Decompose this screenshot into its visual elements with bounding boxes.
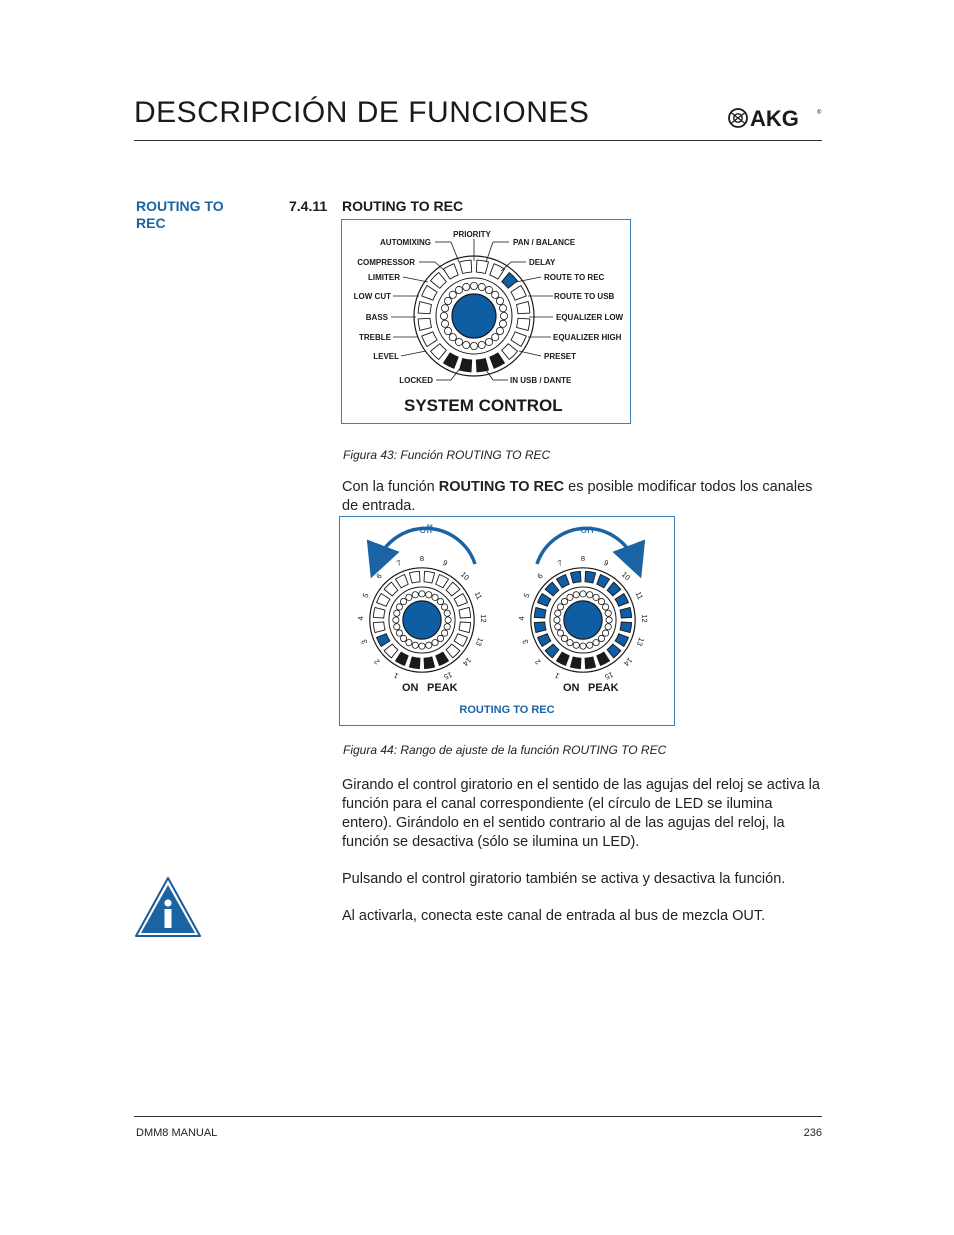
knob-grip — [444, 327, 451, 334]
knob-grip — [400, 598, 406, 604]
knob-grip — [587, 642, 593, 648]
knob-grip — [441, 305, 448, 312]
figure-44-caption: Figura 44: Rango de ajuste de la función ROUTING TO REC — [343, 743, 667, 757]
knob-grip — [400, 635, 406, 641]
figure-system-control — [341, 219, 631, 424]
scale-number: 13 — [473, 636, 486, 648]
knob-grip — [437, 598, 443, 604]
page-title: DESCRIPCIÓN DE FUNCIONES — [134, 96, 590, 129]
knob-grip — [426, 592, 432, 598]
knob-grip — [499, 320, 506, 327]
paragraph-activation: Al activarla, conecta este canal de entrada al bus de mezcla OUT. — [342, 908, 766, 924]
on-text-left: ON — [402, 682, 419, 694]
knob-cap — [403, 601, 441, 639]
scale-number: 10 — [458, 569, 472, 583]
knob-grip — [500, 312, 507, 319]
section-number: 7.4.11 — [289, 198, 328, 214]
side-heading-line1: ROUTING TO — [136, 198, 224, 214]
knob-grip — [567, 594, 573, 600]
scale-number: 5 — [521, 591, 532, 600]
knob-grip — [445, 617, 451, 623]
knob-grip — [455, 286, 462, 293]
scale-number: 12 — [478, 614, 489, 623]
scale-number: 13 — [634, 636, 647, 648]
scale-number: 4 — [355, 616, 366, 621]
knob-grip — [573, 642, 579, 648]
knob-grip — [580, 591, 586, 597]
section-title: ROUTING TO REC — [342, 198, 464, 214]
knob-grip — [449, 291, 456, 298]
scale-number: 3 — [359, 638, 370, 646]
knob-grip — [470, 342, 477, 349]
knob-grip — [555, 624, 561, 630]
scale-number: 8 — [580, 554, 586, 563]
intro-paragraph — [342, 478, 826, 516]
intro-prefix: Con la función — [342, 479, 439, 495]
knob-cap — [564, 601, 602, 639]
scale-number: 9 — [602, 558, 610, 568]
knob-grip — [455, 338, 462, 345]
knob-grip — [419, 643, 425, 649]
scale-number: 2 — [533, 657, 543, 667]
label-equalizer-high: EQUALIZER HIGH — [553, 333, 622, 342]
akg-logo — [728, 106, 824, 130]
scale-number: 6 — [535, 571, 545, 581]
logo-registered: ® — [817, 110, 822, 116]
label-route-to-rec: ROUTE TO REC — [544, 273, 605, 282]
label-automixing: AUTOMIXING — [380, 238, 431, 247]
knob-grip — [441, 604, 447, 610]
knob-grip — [561, 635, 567, 641]
knob-grip — [412, 592, 418, 598]
knob-grip — [441, 320, 448, 327]
scale-number: 11 — [633, 590, 646, 601]
knob-grip — [394, 610, 400, 616]
paragraph-press: Pulsando el control giratorio también se activa y desactiva la función. — [342, 871, 786, 887]
knob-grip — [437, 635, 443, 641]
knob-grip — [492, 291, 499, 298]
knob-grip — [593, 594, 599, 600]
scale-number: 7 — [556, 558, 564, 568]
knob-grip — [605, 610, 611, 616]
knob-grip — [555, 610, 561, 616]
knob-grip — [492, 334, 499, 341]
header-divider — [134, 140, 822, 141]
knob-grip — [396, 604, 402, 610]
section-heading — [289, 198, 463, 214]
knob-grip — [606, 617, 612, 623]
paragraph-rotation: Girando el control giratorio en el sentido de las agujas del reloj se activa la función para el canal correspondiente (el círculo de LED se ilumina entero). Girándolo en el sentido contrario al de las agujas del reloj, la función se desactiva (sólo se ilumina un LED). — [342, 777, 820, 850]
knob-grip — [444, 297, 451, 304]
scale-number: 11 — [472, 590, 485, 601]
knob-grip — [573, 592, 579, 598]
knob-grip — [394, 624, 400, 630]
scale-number: 14 — [460, 655, 474, 668]
scale-number: 15 — [442, 669, 454, 682]
on-label: on — [580, 522, 594, 536]
scale-number: 3 — [520, 638, 531, 646]
label-pan-balance: PAN / BALANCE — [513, 238, 576, 247]
peak-text-left: PEAK — [427, 682, 458, 694]
scale-number: 5 — [360, 591, 371, 600]
knob-grip — [478, 341, 485, 348]
knob-grip — [598, 598, 604, 604]
label-level: LEVEL — [373, 352, 399, 361]
knob-grip — [587, 592, 593, 598]
knob-grip — [444, 610, 450, 616]
knob-grip — [449, 334, 456, 341]
knob-grip — [602, 604, 608, 610]
knob-grip — [580, 643, 586, 649]
panel-title: SYSTEM CONTROL — [404, 396, 563, 415]
knob-grip — [593, 639, 599, 645]
knob-grip — [412, 642, 418, 648]
knob-grip — [598, 635, 604, 641]
knob-grip — [406, 639, 412, 645]
label-limiter: LIMITER — [368, 273, 400, 282]
label-compressor: COMPRESSOR — [357, 258, 415, 267]
scale-number: 10 — [619, 569, 633, 583]
peak-text-right: PEAK — [588, 682, 619, 694]
knob-grip — [561, 598, 567, 604]
knob-grip — [605, 624, 611, 630]
label-treble: TREBLE — [359, 333, 391, 342]
info-warning-icon — [134, 876, 202, 938]
knob-grip — [426, 642, 432, 648]
figure-routing-range — [339, 516, 675, 726]
off-label: off — [419, 522, 433, 536]
knob-grip — [554, 617, 560, 623]
figure-43-caption: Figura 43: Función ROUTING TO REC — [343, 448, 551, 462]
routing-to-rec-label: ROUTING TO REC — [459, 704, 555, 716]
knob-grip — [470, 282, 477, 289]
knob-grip — [396, 630, 402, 636]
footer-divider — [134, 1116, 822, 1117]
knob-grip — [567, 639, 573, 645]
scale-number: 4 — [516, 616, 527, 621]
scale-number: 8 — [419, 554, 425, 563]
label-preset: PRESET — [544, 352, 577, 361]
intro-suffix: es posible modificar todos los canales de entrada. — [342, 479, 813, 514]
label-bass: BASS — [365, 313, 388, 322]
logo-text: AKG — [750, 106, 799, 130]
on-text-right: ON — [563, 682, 580, 694]
scale-number: 7 — [395, 558, 403, 568]
label-delay: DELAY — [529, 258, 556, 267]
label-locked: LOCKED — [399, 376, 433, 385]
knob-grip — [432, 594, 438, 600]
knob-grip — [557, 604, 563, 610]
label-low-cut: LOW CUT — [353, 292, 391, 301]
knob-grip — [463, 341, 470, 348]
footer-manual-name: DMM8 MANUAL — [136, 1127, 218, 1139]
knob-grip — [393, 617, 399, 623]
label-priority: PRIORITY — [453, 230, 491, 239]
knob-grip — [440, 312, 447, 319]
scale-number: 9 — [441, 558, 449, 568]
knob-grip — [496, 297, 503, 304]
knob-grip — [432, 639, 438, 645]
label-route-to-usb: ROUTE TO USB — [554, 292, 615, 301]
side-heading — [136, 198, 256, 232]
knob-grip — [478, 283, 485, 290]
scale-number: 12 — [639, 614, 650, 623]
knob-grip — [406, 594, 412, 600]
intro-bold: ROUTING TO REC — [438, 479, 565, 495]
scale-number: 14 — [621, 655, 635, 668]
scale-number: 6 — [374, 571, 384, 581]
footer-page-number: 236 — [803, 1127, 822, 1139]
knob-grip — [441, 630, 447, 636]
side-heading-line2: REC — [136, 215, 166, 231]
knob-grip — [602, 630, 608, 636]
scale-number: 15 — [603, 669, 615, 682]
knob-grip — [485, 286, 492, 293]
label-in-usb-dante: IN USB / DANTE — [510, 376, 572, 385]
knob-grip — [444, 624, 450, 630]
knob-grip — [557, 630, 563, 636]
scale-number: 1 — [392, 670, 400, 681]
knob-grip — [499, 305, 506, 312]
knob-grip — [463, 283, 470, 290]
scale-number: 2 — [372, 657, 382, 667]
label-equalizer-low: EQUALIZER LOW — [556, 313, 624, 322]
scale-number: 1 — [553, 670, 561, 681]
knob-grip — [419, 591, 425, 597]
knob-grip — [485, 338, 492, 345]
knob-cap — [452, 294, 496, 338]
knob-grip — [496, 327, 503, 334]
